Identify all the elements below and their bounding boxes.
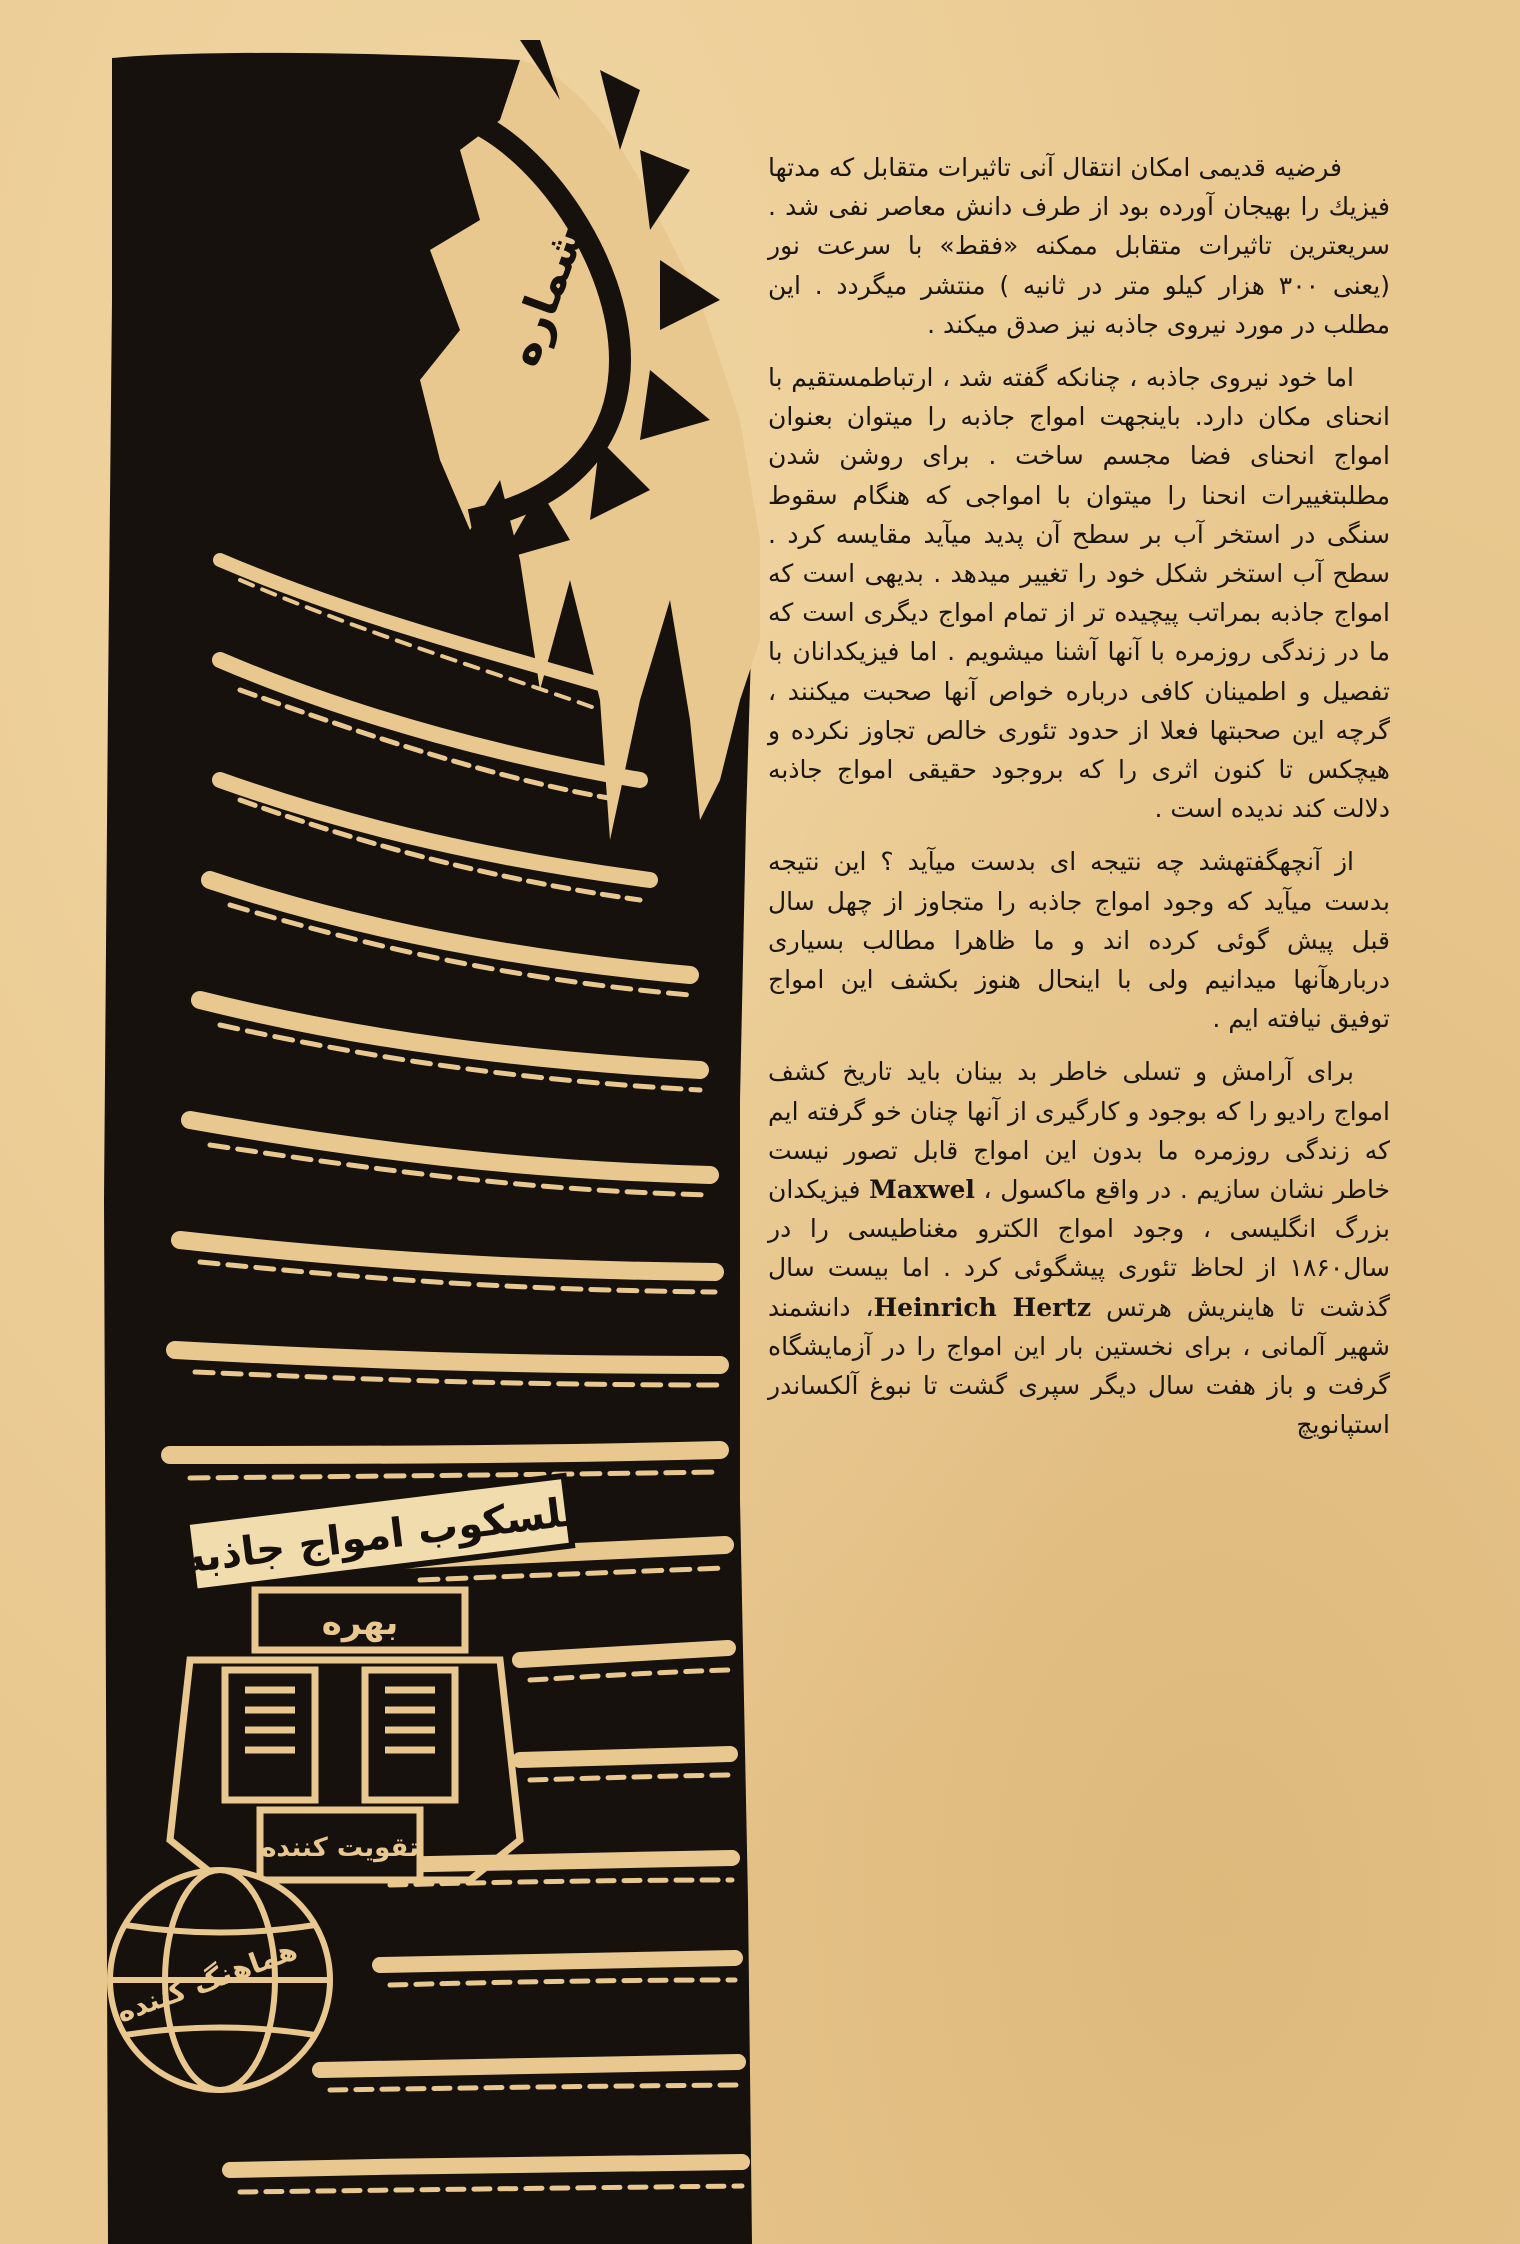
article-paragraph-2: اما خود نیروی جاذبه ، چنانکه گفته شد ، ارتباطمستقیم با انحنای مکان دارد. باینجهت امواج جاذبه را میتوان بعنوان امواج انحنای فضا مجسم ساخت . برای روشن شدن مطلبتغییرات انحنا را میتوان با امواجی که هنگام سقوط سنگی در استخر آب بر سطح آن پدید میآید مقایسه کرد . سطح آب استخر شکل خود را تغییر میدهد . بدیهی است که امواج جاذبه بمراتب پیچیده تر از تمام امواج دیگری است که ما در زندگی روزمره با آنها آشنا میشویم . اما فیزیکدانان با تفصیل و اطمینان کافی درباره خواص آنها صحبت میکنند ، گرچه این صحبتها فعلا از حدود تئوری خالص تجاوز نکرده و هیچکس تا کنون اثری را که بروجود حقیقی امواج جاذبه دلالت کند ندیده است .: [768, 363, 1390, 824]
hertz-name: Heinrich Hertz: [873, 1292, 1092, 1322]
paragraph-4-part-c: ، دانشمند شهیر آلمانی ، برای نخستین بار این امواج را در آزمایشگاه گرفت و باز هفت سال دیگر سپری گشت تا نبوغ آلکساندر استپانویچ: [768, 1292, 1390, 1440]
maxwell-name: Maxwel: [869, 1175, 975, 1205]
paragraph-4-part-a: برای آرامش و تسلی خاطر بد بینان باید تاریخ کشف امواج رادیو را که بوجود و کارگیری از آنها چنان خو گرفته ایم که زندگی روزمره ما بدون این امواج قابل تصور نیست خاطر نشان سازیم . در واقع ماکسول ،: [768, 1057, 1391, 1205]
article-paragraph-4: [768, 1052, 1390, 1444]
corner-label-text: شماره: [494, 216, 596, 373]
banner-label-text: تلسکوب امواج جاذبه: [179, 1488, 580, 1583]
article-paragraph-1: فرضیه قدیمی امکان انتقال آنی تاثیرات متقابل که مدتها فیزیك را بهیجان آورده بود از طرف دانش معاصر نفی شد . سریعترین تاثیرات متقابل ممکنه «فقط» با سرعت نور (یعنی ۳۰۰ هزار کیلو متر در ثانیه ) منتشر میگردد . این مطلب در مورد نیروی جاذبه نیز صدق میکند .: [768, 153, 1390, 339]
amplifier-label-text: تقویت کننده: [261, 1833, 419, 1863]
article-paragraph-3: از آنچهگفتهشد چه نتیجه ای بدست میآید ؟ این نتیجه بدست میآید که وجود امواج جاذبه را متجاوز از چهل سال قبل پیش گوئی کرده اند و ما ظاهرا مطالب بسیاری دربارهآنها میدانیم ولی با اینحال هنوز بکشف این امواج توفیق نیافته ایم .: [768, 847, 1390, 1034]
article-body: [768, 148, 1390, 1459]
box-label-text: بهره: [321, 1603, 399, 1643]
paragraph-4-part-b: فیزیکدان بزرگ انگلیسی ، وجود امواج الکترو مغناطیسی را در سال۱۸۶۰ از لحاظ تئوری پیشگوئی کرد . اما بیست سال گذشت تا هاینریش هرتس: [768, 1175, 1390, 1322]
globe-label-text: هماهنگ کننده: [111, 1933, 302, 2030]
